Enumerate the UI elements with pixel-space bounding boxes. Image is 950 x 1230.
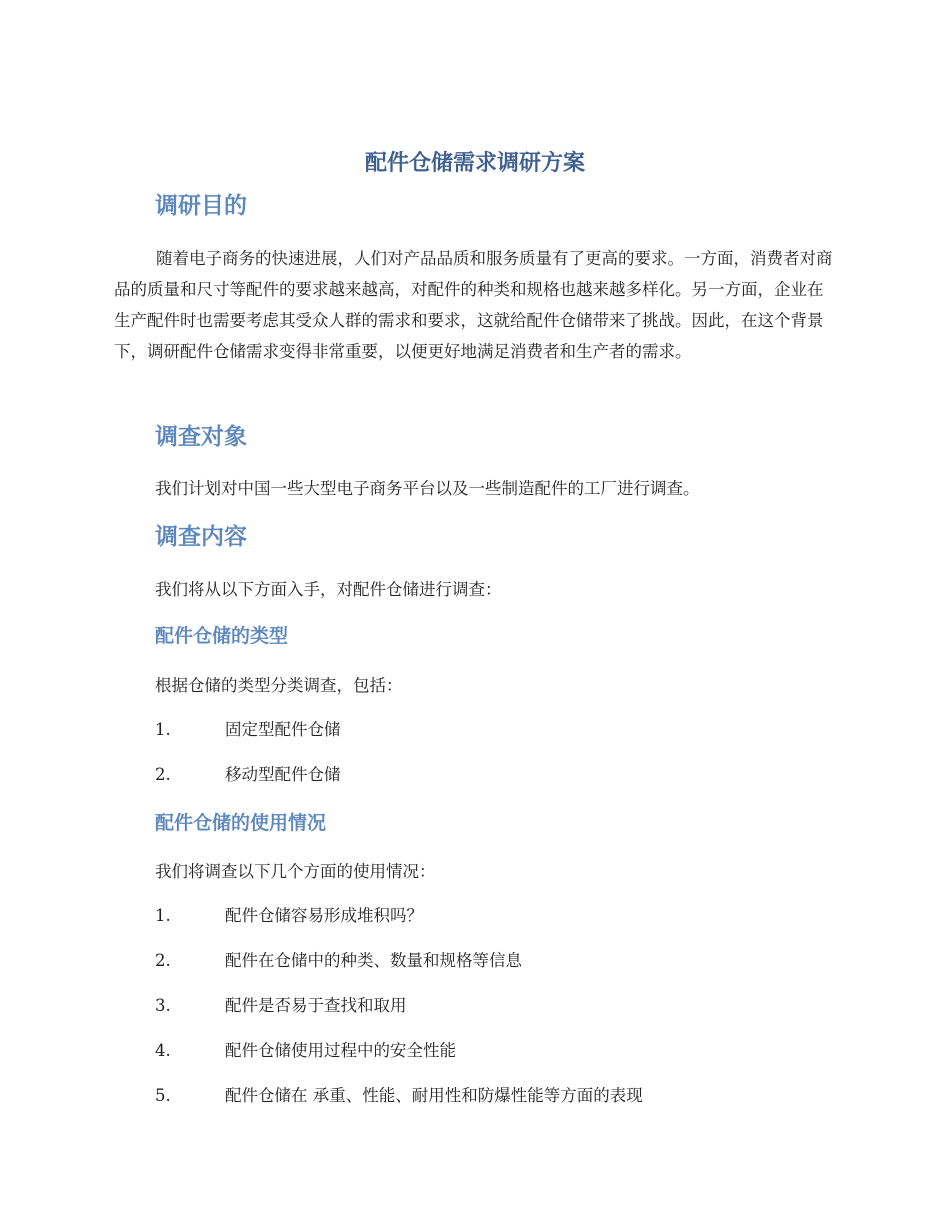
section-heading-subjects: 调查对象 (155, 424, 247, 450)
section-paragraph-content: 我们将从以下方面入手，对配件仓储进行调查： (155, 580, 502, 599)
list-text: 移动型配件仓储 (225, 765, 341, 784)
list-number: 1. (155, 906, 171, 925)
subsection-paragraph-types: 根据仓储的类型分类调查，包括： (155, 676, 403, 695)
section-paragraph-purpose: 随着电子商务的快速进展，人们对产品品质和服务质量有了更高的要求。一方面，消费者对商品的质量和尺寸等配件的要求越来越高，对配件的种类和规格也越来越多样化。另一方面，企业在生产配件时也需要考虑其受众人群的需求和要求，这就给配件仓储带来了挑战。因此，在这个背景下，调研配件仓储需求变得非常重要，以便更好地满足消费者和生产者的需求。 (114, 249, 833, 361)
list-text: 配件仓储在 承重、性能、耐用性和防爆性能等方面的表现 (225, 1086, 643, 1105)
list-text: 配件仓储使用过程中的安全性能 (225, 1041, 456, 1060)
section-heading-content: 调查内容 (155, 524, 247, 550)
list-text: 配件在仓储中的种类、数量和规格等信息 (225, 951, 522, 970)
list-number: 5. (155, 1086, 171, 1105)
list-number: 3. (155, 996, 171, 1015)
list-number: 2. (155, 765, 171, 784)
list-text: 配件是否易于查找和取用 (225, 996, 407, 1015)
subsection-paragraph-usage: 我们将调查以下几个方面的使用情况： (155, 862, 436, 881)
section-heading-purpose: 调研目的 (155, 193, 247, 219)
document-title: 配件仓储需求调研方案 (364, 151, 585, 176)
list-number: 4. (155, 1041, 171, 1060)
list-text: 固定型配件仓储 (225, 720, 341, 739)
list-number: 2. (155, 951, 171, 970)
list-text: 配件仓储容易形成堆积吗？ (225, 906, 423, 925)
section-paragraph-subjects: 我们计划对中国一些大型电子商务平台以及一些制造配件的工厂进行调查。 (155, 479, 700, 498)
subsection-heading-usage: 配件仓储的使用情况 (155, 812, 327, 834)
list-number: 1. (155, 720, 171, 739)
subsection-heading-types: 配件仓储的类型 (155, 625, 289, 647)
